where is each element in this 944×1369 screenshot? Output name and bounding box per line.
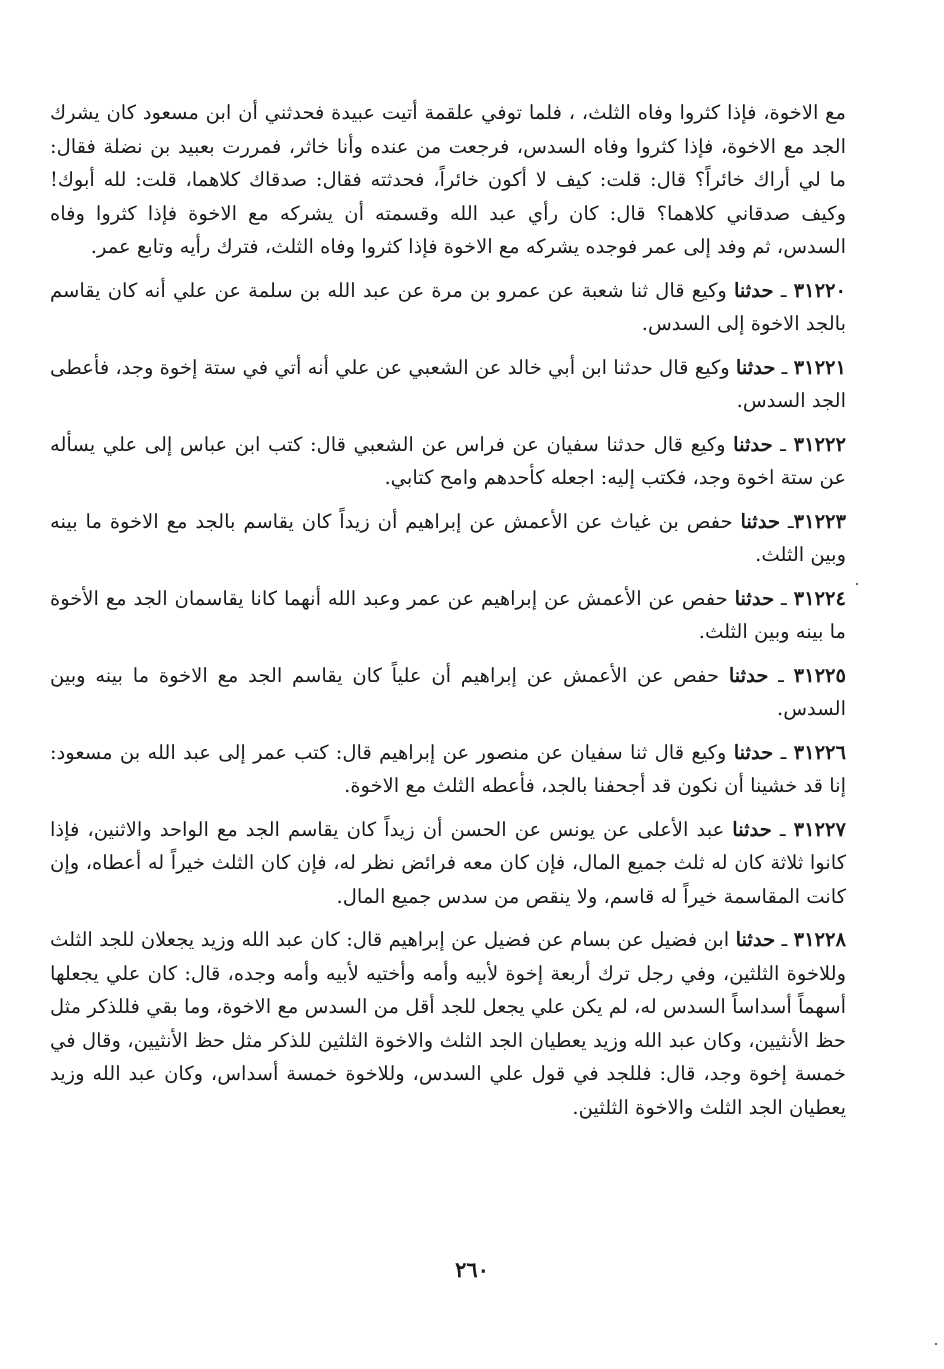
hadith-entry — [50, 813, 846, 914]
hadith-lead: حدثنا — [733, 432, 773, 456]
hadith-entry — [50, 274, 846, 341]
hadith-text: وكيع قال حدثنا سفيان عن فراس عن الشعبي قال: كتب ابن عباس إلى علي يسأله عن ستة اخوة وجد، فكتب إليه: اجعله كأحدهم وامح كتابي. — [50, 432, 846, 489]
hadith-separator: ـ — [768, 663, 794, 687]
hadith-number: ٣١٢٢٣ — [793, 509, 846, 533]
hadith-separator: ـ — [771, 817, 794, 841]
hadith-lead: حدثنا — [728, 663, 769, 687]
hadith-text: حفص عن الأعمش عن إبراهيم أن علياً كان يقاسم الجد مع الاخوة ما بينه وبين السدس. — [50, 663, 846, 720]
hadith-separator: ـ — [775, 355, 794, 379]
hadith-separator: ـ — [774, 586, 794, 610]
hadith-number: ٣١٢٢٥ — [793, 663, 846, 687]
hadith-separator: ـ — [773, 278, 794, 302]
hadith-lead: حدثنا — [735, 355, 776, 379]
hadith-number: ٣١٢٢٨ — [793, 928, 846, 951]
hadith-entry — [50, 923, 846, 1124]
hadith-lead: حدثنا — [732, 817, 772, 841]
hadith-text: عبد الأعلى عن يونس عن الحسن أن زيداً كان يقاسم الجد مع الواحد والاثنين، فإذا كانوا ثلاثة كان له ثلث جميع المال، فإن كان معه فرائض نظر له، فإن كان الثلث خيراً له أعطاه، وإن كانت المقاسمة خيراً له قاسم، ولا ينقص من سدس جميع المال. — [50, 817, 846, 908]
hadith-lead: حدثنا — [733, 740, 774, 764]
hadith-number: ٣١٢٢٢ — [793, 432, 846, 456]
hadith-entry — [50, 351, 846, 418]
page-number: ٢٦٠ — [455, 1257, 489, 1282]
hadith-number: ٣١٢٢٦ — [793, 740, 846, 764]
hadith-number: ٣١٢٢٠ — [793, 278, 846, 302]
hadith-text: وكيع قال حدثنا ابن أبي خالد عن الشعبي عن علي أنه أتي في ستة إخوة وجد، فأعطى الجد السدس. — [50, 355, 846, 412]
hadith-lead: حدثنا — [735, 928, 776, 951]
hadith-lead: حدثنا — [740, 509, 780, 533]
scan-speck — [856, 583, 858, 585]
hadith-number: ٣١٢٢٤ — [793, 586, 846, 610]
hadith-text: حفص بن غياث عن الأعمش عن إبراهيم أن زيداً كان يقاسم بالجد مع الاخوة ما بينه وبين الثلث. — [50, 509, 846, 566]
scan-speck — [935, 1343, 937, 1345]
hadith-separator: ـ — [772, 432, 794, 456]
hadith-separator: ـ — [773, 740, 794, 764]
hadith-separator: ـ — [775, 928, 794, 951]
hadith-number: ٣١٢٢١ — [793, 355, 846, 379]
hadith-text: ابن فضيل عن بسام عن فضيل عن إبراهيم قال: كان عبد الله وزيد يجعلان للجد الثلث وللاخوة الثلثين، وفي رجل ترك أربعة إخوة لأبيه وأمه وأختيه لأبيه وأمه وجده، قال: كان علي يجعلها أسهماً أسداساً السدس له، لم يكن علي يجعل للجد أقل من السدس مع الاخوة، وما بقي فللذكر مثل حظ الأنثيين، وكان عبد الله وزيد يعطيان الجد الثلث والاخوة الثلثين للذكر مثل حظ الأنثيين، وقال في خمسة إخوة وجد، قال: فللجد في قول علي السدس، وللاخوة خمسة أسداس، وكان عبد الله وزيد يعطيان الجد الثلث والاخوة الثلثين. — [50, 928, 846, 1119]
hadith-entry — [50, 659, 846, 726]
hadith-entry — [50, 428, 846, 495]
hadith-entry — [50, 582, 846, 649]
hadith-lead: حدثنا — [733, 278, 774, 302]
hadith-text: وكيع قال ثنا سفيان عن منصور عن إبراهيم قال: كتب عمر إلى عبد الله بن مسعود: إنا قد خشينا أن نكون قد أجحفنا بالجد، فأعطه الثلث مع الاخوة. — [50, 740, 846, 797]
hadith-text: وكيع قال ثنا شعبة عن عمرو بن مرة عن عبد الله بن سلمة عن علي أنه كان يقاسم بالجد الاخوة إلى السدس. — [50, 278, 846, 335]
page-body — [50, 96, 846, 1124]
intro-paragraph: مع الاخوة، فإذا كثروا وفاه الثلث، ، فلما توفي علقمة أتيت عبيدة فحدثني أن ابن مسعود كان يشرك الجد مع الاخوة، فإذا كثروا وفاه السدس، فرجعت من عنده وأنا خاثر، فمررت بعبيد بن نضلة فقال: ما لي أراك خائراً؟ قال: قلت: كيف لا أكون خائراً، فحدثته فقال: صدقاك كلاهما، قلت: لله أبوك! وكيف صدقاني كلاهما؟ قال: كان رأي عبد الله وقسمته أن يشركه مع الاخوة فإذا كثروا وفاه السدس، ثم وفد إلى عمر فوجده يشركه مع الاخوة فإذا كثروا وفاه الثلث، فترك رأيه وتابع عمر. — [50, 101, 846, 258]
hadith-lead: حدثنا — [734, 586, 775, 610]
hadith-separator: ـ — [780, 509, 794, 533]
hadith-number: ٣١٢٢٧ — [793, 817, 846, 841]
hadith-entry — [50, 736, 846, 803]
hadith-entry — [50, 505, 846, 572]
hadith-text: حفص عن الأعمش عن إبراهيم عن عمر وعبد الله أنهما كانا يقاسمان الجد مع الأخوة ما بينه وبين الثلث. — [50, 586, 846, 643]
